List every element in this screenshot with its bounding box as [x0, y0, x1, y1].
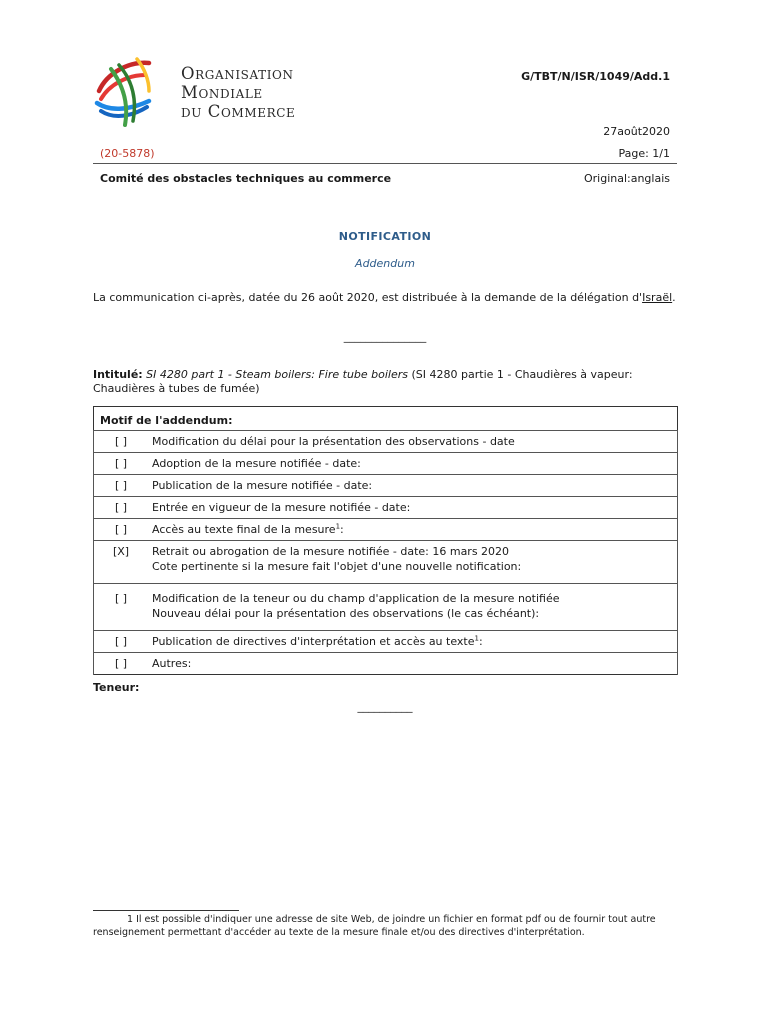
table-row [94, 631, 678, 653]
end-separator: __________ [357, 700, 413, 713]
addendum-reason-heading: Motif de l'addendum: [100, 414, 233, 427]
row-label [148, 541, 678, 584]
row-label-line1: Retrait ou abrogation de la mesure notifiée - date: 16 mars 2020 [152, 545, 510, 558]
separator-line: _______________ [343, 330, 427, 343]
title-english: SI 4280 part 1 - Steam boilers: Fire tube boilers [146, 368, 409, 381]
org-name-line2: Mondiale [181, 83, 263, 102]
page-number: Page: 1/1 [618, 147, 670, 160]
wto-logo-icon [93, 55, 155, 131]
row-label: Adoption de la mesure notifiée - date: [148, 453, 678, 475]
wto-logo [93, 55, 153, 130]
checkbox: [ ] [94, 631, 149, 653]
teneur-label: Teneur: [93, 681, 140, 694]
committee-name: Comité des obstacles techniques au commerce [100, 172, 392, 185]
original-language: Original:anglais [583, 172, 670, 185]
table-row [94, 519, 678, 541]
notification-heading: NOTIFICATION [338, 230, 432, 243]
row-label: Entrée en vigueur de la mesure notifiée - date: [148, 497, 678, 519]
document-symbol: G/TBT/N/ISR/1049/Add.1 [521, 70, 670, 83]
checkbox: [ ] [94, 453, 149, 475]
document-reference: (20-5878) [100, 147, 155, 160]
title-label: Intitulé: [93, 368, 143, 381]
addendum-reason-table [93, 406, 678, 675]
footnote-divider [93, 910, 239, 911]
checkbox: [ ] [94, 431, 149, 453]
table-row [94, 541, 678, 584]
header-divider [93, 163, 677, 164]
row-label [148, 584, 678, 631]
footnote-ref: 1 [335, 522, 341, 531]
row-label-colon: : [340, 523, 344, 536]
footnote: 1 Il est possible d'indiquer une adresse de site Web, de joindre un fichier en format pdf ou de fournir tout autre renseignement permettant d'accéder au texte de la mesure finale et/ou des directives d'interprétation. [93, 914, 656, 938]
document-date: 27août2020 [603, 125, 670, 138]
table-row [94, 584, 678, 631]
table-row [94, 453, 678, 475]
table-row [94, 653, 678, 675]
title-paragraph [93, 368, 677, 396]
intro-paragraph [93, 291, 677, 305]
row-label: Autres: [148, 653, 678, 675]
row-label: Modification du délai pour la présentation des observations - date [148, 431, 678, 453]
organization-name [181, 64, 295, 121]
row-label-colon: : [478, 635, 483, 648]
checkbox: [ ] [94, 497, 149, 519]
row-label-line2: Cote pertinente si la mesure fait l'objet d'une nouvelle notification: [152, 560, 522, 573]
row-label: Publication de la mesure notifiée - date: [148, 475, 678, 497]
table-row [94, 497, 678, 519]
addendum-subheading: Addendum [355, 257, 415, 270]
intro-text-end: . [672, 291, 676, 304]
checkbox: [ ] [94, 584, 149, 631]
intro-text: La communication ci-après, datée du 26 août 2020, est distribuée à la demande de la délégation d' [93, 291, 643, 304]
country-link[interactable]: Israël [642, 291, 673, 304]
title-french: (SI 4280 partie 1 - Chaudières à vapeur: Chaudières à tubes de fumée) [93, 368, 633, 395]
checkbox: [X] [94, 541, 149, 584]
row-label-line2: Nouveau délai pour la présentation des observations (le cas échéant): [152, 607, 540, 620]
row-label-text: Publication de directives d'interprétation et accès au texte [152, 635, 475, 648]
row-label [148, 519, 678, 541]
checkbox: [ ] [94, 519, 149, 541]
row-label [148, 631, 678, 653]
org-name-line1: Organisation [181, 64, 294, 83]
checkbox: [ ] [94, 475, 149, 497]
checkbox: [ ] [94, 653, 149, 675]
row-label-text: Accès au texte final de la mesure [152, 523, 336, 536]
table-row [94, 431, 678, 453]
table-row [94, 475, 678, 497]
org-name-line3: du Commerce [181, 102, 296, 121]
footnote-ref: 1 [474, 634, 479, 643]
row-label-line1: Modification de la teneur ou du champ d'application de la mesure notifiée [152, 592, 560, 605]
